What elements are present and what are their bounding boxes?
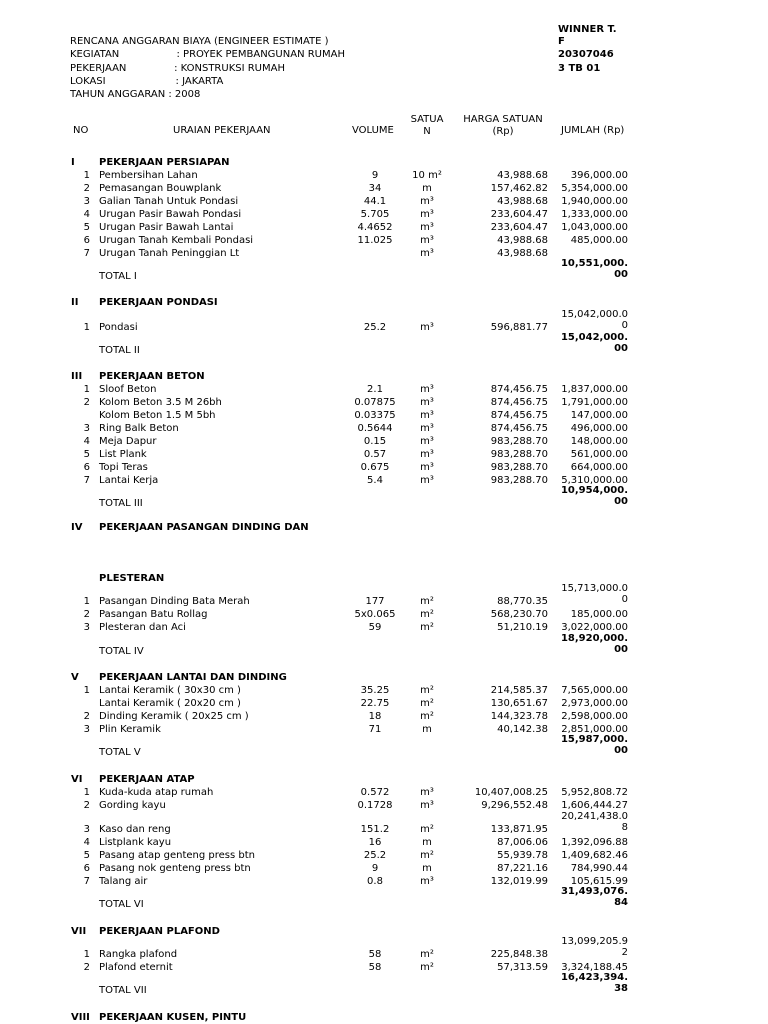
section-total-amount-cont: 00: [614, 745, 628, 756]
item-unit: m²: [420, 596, 434, 607]
section-total-amount-cont: 00: [614, 644, 628, 655]
item-unit-price: 874,456.75: [490, 423, 548, 434]
section-title: PEKERJAAN ATAP: [99, 774, 195, 785]
item-unit-price: 57,313.59: [497, 962, 548, 973]
item-unit: m³: [420, 449, 434, 460]
item-unit-price: 43,988.68: [497, 196, 548, 207]
item-amount: 2,973,000.00: [561, 698, 628, 709]
section-total-amount-cont: 00: [614, 343, 628, 354]
item-unit: m³: [420, 876, 434, 887]
item-volume: 4.4652: [357, 222, 393, 233]
item-volume: 25.2: [363, 850, 387, 861]
item-unit-price: 983,288.70: [490, 475, 548, 486]
item-amount-wrap1: 13,099,205.9: [561, 936, 628, 947]
item-amount: 1,392,096.88: [561, 837, 628, 848]
item-volume: 0.8: [367, 876, 383, 887]
item-amount: 664,000.00: [570, 462, 628, 473]
item-volume: 0.5644: [357, 423, 393, 434]
section-total-amount: 15,042,000.: [560, 332, 628, 343]
item-description: Kolom Beton 3.5 M 26bh: [99, 397, 222, 408]
author-name: WINNER T.: [558, 24, 617, 35]
class-code: 3 TB 01: [558, 63, 601, 74]
item-number: 3: [83, 824, 90, 835]
section-total-amount-cont: 00: [614, 269, 628, 280]
item-description: Pasang nok genteng press btn: [99, 863, 251, 874]
header-line: PEKERJAAN : KONSTRUKSI RUMAH: [70, 63, 285, 74]
item-volume: 0.03375: [354, 410, 396, 421]
item-amount: 1,791,000.00: [561, 397, 628, 408]
section-total-label: TOTAL V: [99, 747, 141, 758]
col-header-harga: [456, 115, 550, 137]
item-unit-price: 87,221.16: [497, 863, 548, 874]
item-volume: 44.1: [363, 196, 387, 207]
author-name-cont: F: [558, 36, 565, 47]
item-unit-price: 874,456.75: [490, 384, 548, 395]
item-unit-price: 214,585.37: [490, 685, 548, 696]
item-unit: m³: [420, 322, 434, 333]
section-number: V: [71, 672, 79, 683]
header-line: RENCANA ANGGARAN BIAYA (ENGINEER ESTIMATE ): [70, 36, 329, 47]
item-amount: 148,000.00: [570, 436, 628, 447]
item-amount: 2,598,000.00: [561, 711, 628, 722]
item-amount-wrap1: 20,241,438.0: [561, 811, 628, 822]
section-total-amount: 31,493,076.: [560, 886, 628, 897]
item-unit: m²: [420, 949, 434, 960]
item-unit-price: 983,288.70: [490, 462, 548, 473]
item-unit: m³: [420, 423, 434, 434]
item-number: 3: [83, 622, 90, 633]
item-unit-price: 130,651.67: [490, 698, 548, 709]
item-unit-price: 132,019.99: [490, 876, 548, 887]
item-amount: 147,000.00: [570, 410, 628, 421]
item-number: 1: [83, 596, 90, 607]
item-unit: m²: [420, 711, 434, 722]
item-number: 5: [83, 850, 90, 861]
section-number: VI: [71, 774, 83, 785]
item-number: 3: [83, 423, 90, 434]
col-header-jumlah: JUMLAH (Rp): [561, 125, 625, 136]
item-unit-price: 596,881.77: [490, 322, 548, 333]
section-total-amount: 15,987,000.: [560, 734, 628, 745]
section-total-label: TOTAL VI: [99, 899, 144, 910]
item-amount-wrap2: 8: [621, 822, 628, 833]
item-number: 2: [83, 800, 90, 811]
item-unit-price: 233,604.47: [490, 209, 548, 220]
section-total-label: TOTAL II: [99, 345, 140, 356]
item-volume: 177: [365, 596, 385, 607]
item-unit: m: [422, 183, 432, 194]
section-title: PEKERJAAN BETON: [99, 371, 205, 382]
section-number: III: [71, 371, 83, 382]
item-volume: 59: [368, 622, 382, 633]
item-amount: 5,354,000.00: [561, 183, 628, 194]
item-number: 1: [83, 170, 90, 181]
item-unit: m³: [420, 800, 434, 811]
item-number: 7: [83, 876, 90, 887]
section-number: II: [71, 297, 79, 308]
item-number: 1: [83, 949, 90, 960]
item-description: Plin Keramik: [99, 724, 161, 735]
item-unit: m³: [420, 384, 434, 395]
item-number: 1: [83, 322, 90, 333]
section-total-label: TOTAL IV: [99, 646, 144, 657]
item-unit: m²: [420, 850, 434, 861]
item-description: Urugan Pasir Bawah Lantai: [99, 222, 234, 233]
section-total-amount: 16,423,394.: [560, 972, 628, 983]
item-unit: m³: [420, 436, 434, 447]
item-unit: 10 m²: [412, 170, 442, 181]
item-unit-price: 568,230.70: [490, 609, 548, 620]
item-unit-price: 874,456.75: [490, 397, 548, 408]
item-unit: m³: [420, 475, 434, 486]
item-description: Pasangan Dinding Bata Merah: [99, 596, 250, 607]
item-description: Plafond eternit: [99, 962, 173, 973]
item-number: 7: [83, 475, 90, 486]
item-unit: m³: [420, 196, 434, 207]
item-unit-price: 233,604.47: [490, 222, 548, 233]
item-volume: 0.1728: [357, 800, 393, 811]
item-description: Pembersihan Lahan: [99, 170, 198, 181]
item-volume: 16: [368, 837, 382, 848]
item-description: Sloof Beton: [99, 384, 157, 395]
item-number: 5: [83, 222, 90, 233]
item-unit: m³: [420, 397, 434, 408]
section-title: PEKERJAAN KUSEN, PINTU: [99, 1012, 247, 1023]
item-number: 2: [83, 711, 90, 722]
item-description: Talang air: [99, 876, 148, 887]
item-unit: m³: [420, 248, 434, 259]
section-title: PEKERJAAN LANTAI DAN DINDING: [99, 672, 287, 683]
item-volume: 5.4: [367, 475, 383, 486]
item-number: 4: [83, 436, 90, 447]
item-unit-price: 87,006.06: [497, 837, 548, 848]
col-header-uraian: URAIAN PEKERJAAN: [173, 125, 271, 136]
item-amount: 396,000.00: [570, 170, 628, 181]
item-unit: m²: [420, 685, 434, 696]
item-description: Lantai Keramik ( 30x30 cm ): [99, 685, 241, 696]
item-volume: 58: [368, 962, 382, 973]
item-amount: 496,000.00: [570, 423, 628, 434]
item-volume: 5.705: [360, 209, 390, 220]
item-unit-price: 9,296,552.48: [481, 800, 548, 811]
item-unit-price: 51,210.19: [497, 622, 548, 633]
item-amount: 1,606,444.27: [561, 800, 628, 811]
item-amount: 1,940,000.00: [561, 196, 628, 207]
section-total-amount: 10,954,000.: [560, 485, 628, 496]
item-volume: 35.25: [360, 685, 390, 696]
section-total-amount-cont: 00: [614, 496, 628, 507]
item-amount-wrap2: 0: [621, 594, 628, 605]
item-amount-wrap2: 0: [621, 320, 628, 331]
item-amount: 7,565,000.00: [561, 685, 628, 696]
item-unit: m²: [420, 962, 434, 973]
item-volume: 34: [368, 183, 382, 194]
item-volume: 11.025: [357, 235, 393, 246]
item-amount: 5,952,808.72: [561, 787, 628, 798]
item-amount-wrap1: 15,713,000.0: [561, 583, 628, 594]
item-description: Lantai Kerja: [99, 475, 159, 486]
item-unit: m²: [420, 824, 434, 835]
section-number: VIII: [71, 1012, 90, 1023]
item-amount: 1,333,000.00: [561, 209, 628, 220]
item-unit-price: 874,456.75: [490, 410, 548, 421]
item-amount: 185,000.00: [570, 609, 628, 620]
item-description: Plesteran dan Aci: [99, 622, 186, 633]
item-number: 1: [83, 384, 90, 395]
item-description: Pasang atap genteng press btn: [99, 850, 255, 861]
header-line: KEGIATAN : PROYEK PEMBANGUNAN RUMAH: [70, 49, 345, 60]
item-unit-price: 157,462.82: [490, 183, 548, 194]
item-description: Urugan Tanah Kembali Pondasi: [99, 235, 254, 246]
item-volume: 0.675: [360, 462, 390, 473]
item-amount-wrap1: 15,042,000.0: [561, 309, 628, 320]
item-number: 2: [83, 183, 90, 194]
item-description: Urugan Tanah Peninggian Lt: [99, 248, 240, 259]
item-volume: 2.1: [367, 384, 383, 395]
item-description: Galian Tanah Untuk Pondasi: [99, 196, 239, 207]
item-volume: 22.75: [360, 698, 390, 709]
item-number: 5: [83, 449, 90, 460]
item-number: 3: [83, 196, 90, 207]
item-number: 6: [83, 863, 90, 874]
section-title: PLESTERAN: [99, 573, 165, 584]
section-total-label: TOTAL VII: [99, 985, 147, 996]
col-header-satuan: [405, 115, 449, 137]
item-volume: 18: [368, 711, 382, 722]
item-description: Lantai Keramik ( 20x20 cm ): [99, 698, 241, 709]
item-volume: 0.57: [363, 449, 387, 460]
item-amount-wrap2: 2: [621, 947, 628, 958]
item-volume: 151.2: [360, 824, 390, 835]
item-volume: 9: [371, 863, 379, 874]
item-unit-price: 144,323.78: [490, 711, 548, 722]
item-unit-price: 43,988.68: [497, 248, 548, 259]
item-unit-price: 55,939.78: [497, 850, 548, 861]
item-amount: 1,837,000.00: [561, 384, 628, 395]
item-description: Urugan Pasir Bawah Pondasi: [99, 209, 242, 220]
item-description: Pondasi: [99, 322, 138, 333]
item-description: Listplank kayu: [99, 837, 172, 848]
section-total-label: TOTAL I: [99, 271, 137, 282]
item-unit-price: 43,988.68: [497, 235, 548, 246]
header-line: LOKASI : JAKARTA: [70, 76, 224, 87]
section-number: VII: [71, 926, 87, 937]
item-amount: 1,043,000.00: [561, 222, 628, 233]
item-volume: 0.572: [360, 787, 390, 798]
item-amount: 1,409,682.46: [561, 850, 628, 861]
section-total-amount-cont: 84: [614, 897, 628, 908]
item-unit-price: 983,288.70: [490, 436, 548, 447]
item-description: Dinding Keramik ( 20x25 cm ): [99, 711, 249, 722]
item-description: Pasangan Batu Rollag: [99, 609, 208, 620]
item-unit: m³: [420, 410, 434, 421]
item-amount: 485,000.00: [570, 235, 628, 246]
item-description: Rangka plafond: [99, 949, 178, 960]
item-unit-price: 225,848.38: [490, 949, 548, 960]
item-number: 4: [83, 837, 90, 848]
item-volume: 9: [371, 170, 379, 181]
item-amount: 3,324,188.45: [561, 962, 628, 973]
item-description: Topi Teras: [99, 462, 148, 473]
item-amount: 784,990.44: [570, 863, 628, 874]
item-number: 2: [83, 609, 90, 620]
item-description: Kuda-kuda atap rumah: [99, 787, 214, 798]
col-header-no: NO: [73, 125, 89, 136]
item-unit-price: 40,142.38: [497, 724, 548, 735]
item-unit-price: 133,871.95: [490, 824, 548, 835]
item-amount: 2,851,000.00: [561, 724, 628, 735]
section-number: I: [71, 157, 75, 168]
item-volume: 0.07875: [354, 397, 396, 408]
item-number: 2: [83, 397, 90, 408]
item-description: Kaso dan reng: [99, 824, 171, 835]
item-unit: m³: [420, 462, 434, 473]
item-unit: m²: [420, 609, 434, 620]
student-id: 20307046: [558, 49, 614, 60]
item-number: 1: [83, 685, 90, 696]
item-unit: m: [422, 724, 432, 735]
item-amount: 3,022,000.00: [561, 622, 628, 633]
item-description: List Plank: [99, 449, 147, 460]
item-number: 1: [83, 787, 90, 798]
item-unit: m³: [420, 222, 434, 233]
col-header-harga-line2: (Rp): [492, 126, 514, 137]
col-header-volume: VOLUME: [352, 125, 394, 136]
item-unit: m³: [420, 235, 434, 246]
item-volume: 71: [368, 724, 382, 735]
item-unit: m: [422, 837, 432, 848]
item-number: 6: [83, 462, 90, 473]
section-title: PEKERJAAN PASANGAN DINDING DAN: [99, 522, 309, 533]
item-unit: m²: [420, 698, 434, 709]
section-total-amount: 18,920,000.: [560, 633, 628, 644]
item-number: 4: [83, 209, 90, 220]
item-unit: m: [422, 863, 432, 874]
item-unit-price: 10,407,008.25: [474, 787, 548, 798]
item-amount: 5,310,000.00: [561, 475, 628, 486]
item-unit: m³: [420, 787, 434, 798]
col-header-satuan-line1: SATUA: [410, 114, 444, 125]
item-unit: m³: [420, 209, 434, 220]
item-number: 3: [83, 724, 90, 735]
section-total-label: TOTAL III: [99, 498, 143, 509]
item-amount: 105,615.99: [570, 876, 628, 887]
item-number: 6: [83, 235, 90, 246]
item-description: Pemasangan Bouwplank: [99, 183, 222, 194]
section-title: PEKERJAAN PERSIAPAN: [99, 157, 230, 168]
item-unit-price: 983,288.70: [490, 449, 548, 460]
section-total-amount: 10,551,000.: [560, 258, 628, 269]
item-description: Gording kayu: [99, 800, 166, 811]
item-number: 7: [83, 248, 90, 259]
item-amount: 561,000.00: [570, 449, 628, 460]
item-volume: 0.15: [363, 436, 387, 447]
col-header-harga-line1: HARGA SATUAN: [463, 114, 543, 125]
item-volume: 25.2: [363, 322, 387, 333]
section-title: PEKERJAAN PLAFOND: [99, 926, 220, 937]
item-description: Kolom Beton 1.5 M 5bh: [99, 410, 216, 421]
item-unit: m²: [420, 622, 434, 633]
item-description: Meja Dapur: [99, 436, 157, 447]
col-header-satuan-line2: N: [423, 126, 431, 137]
item-unit-price: 43,988.68: [497, 170, 548, 181]
item-description: Ring Balk Beton: [99, 423, 179, 434]
item-volume: 58: [368, 949, 382, 960]
header-line: TAHUN ANGGARAN : 2008: [70, 89, 201, 100]
section-total-amount-cont: 38: [614, 983, 628, 994]
item-number: 2: [83, 962, 90, 973]
section-title: PEKERJAAN PONDASI: [99, 297, 218, 308]
section-number: IV: [71, 522, 83, 533]
item-volume: 5x0.065: [354, 609, 396, 620]
item-unit-price: 88,770.35: [497, 596, 548, 607]
